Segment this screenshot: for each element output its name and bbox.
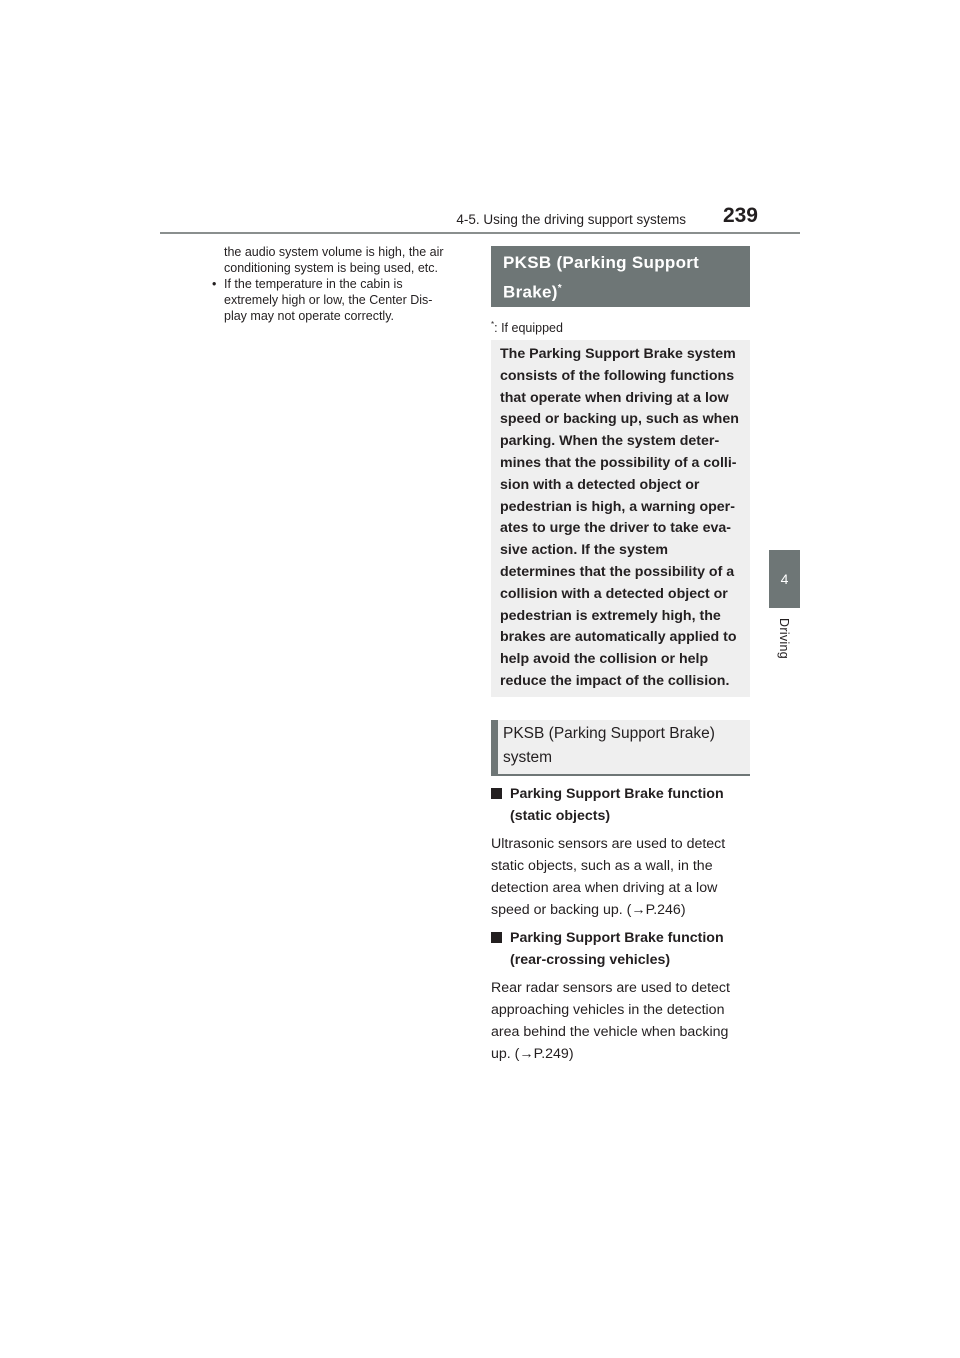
intro-line: collision with a detected object or xyxy=(500,585,728,602)
intro-line: parking. When the system deter- xyxy=(500,433,720,450)
title-line-2 xyxy=(503,276,738,306)
intro-line: mines that the possibility of a colli- xyxy=(500,454,737,471)
title-line-2-text: Brake) xyxy=(503,282,558,302)
feature-body-line: Ultrasonic sensors are used to detect xyxy=(491,836,726,852)
square-bullet-icon xyxy=(491,788,502,799)
note-bullet: • If the temperature in the cabin is xyxy=(212,276,472,292)
feature-body-line: up. (→P.249) xyxy=(491,1046,574,1062)
intro-box xyxy=(491,340,750,697)
feature-static-objects xyxy=(491,783,750,921)
feature-body-line: area behind the vehicle when backing xyxy=(491,1024,729,1040)
intro-line: sive action. If the system xyxy=(500,542,668,559)
intro-line: help avoid the collision or help xyxy=(500,651,709,668)
intro-line: ates to urge the driver to take eva- xyxy=(500,520,732,537)
subheading-box xyxy=(491,720,750,776)
feature-body-line: speed or backing up. (→P.246) xyxy=(491,902,686,918)
feature-heading-line-1: Parking Support Brake function xyxy=(510,786,724,802)
feature-body-line: static objects, such as a wall, in the xyxy=(491,858,713,874)
intro-line: pedestrian is extremely high, the xyxy=(500,607,721,624)
page-header xyxy=(160,204,800,234)
feature-rear-crossing-vehicles xyxy=(491,927,750,1065)
left-column-notes xyxy=(212,244,472,324)
chapter-number: 4 xyxy=(780,571,789,587)
note-line: the audio system volume is high, the air xyxy=(224,245,444,259)
feature-body-line: detection area when driving at a low xyxy=(491,880,718,896)
note-line: extremely high or low, the Center Dis- xyxy=(224,293,433,307)
feature-body xyxy=(491,977,750,1065)
title-asterisk: * xyxy=(557,283,562,294)
chapter-label xyxy=(771,618,799,678)
feature-heading-line-1: Parking Support Brake function xyxy=(510,930,724,946)
intro-line: reduce the impact of the collision. xyxy=(500,672,730,689)
section-title-box xyxy=(491,246,750,307)
intro-line: that operate when driving at a low xyxy=(500,389,729,406)
feature-body-line: Rear radar sensors are used to detect xyxy=(491,980,730,996)
footnote-asterisk: * xyxy=(491,320,495,329)
header-divider xyxy=(160,232,800,234)
feature-heading-line-2: (static objects) xyxy=(510,808,611,824)
chapter-tab xyxy=(769,550,800,608)
feature-body xyxy=(491,833,750,921)
feature-heading xyxy=(491,927,750,971)
intro-line: sion with a detected object or xyxy=(500,476,700,493)
page-number: 239 xyxy=(722,204,758,227)
feature-body-line: approaching vehicles in the detection xyxy=(491,1002,725,1018)
section-title: 4-5. Using the driving support systems xyxy=(456,212,686,227)
intro-line: pedestrian is high, a warning oper- xyxy=(500,498,735,515)
footnote xyxy=(491,320,563,335)
intro-line: speed or backing up, such as when xyxy=(500,411,739,428)
note-line: conditioning system is being used, etc. xyxy=(224,261,439,275)
intro-line: determines that the possibility of a xyxy=(500,563,735,580)
feature-heading xyxy=(491,783,750,827)
intro-line: The Parking Support Brake system xyxy=(500,346,736,362)
feature-heading-line-2: (rear-crossing vehicles) xyxy=(510,952,671,968)
intro-line: consists of the following functions xyxy=(500,367,735,384)
note-line: play may not operate correctly. xyxy=(224,309,394,323)
subheading-line-1: PKSB (Parking Support Brake) xyxy=(503,725,715,742)
square-bullet-icon xyxy=(491,932,502,943)
title-line-1: PKSB (Parking Support xyxy=(503,253,700,272)
footnote-text: : If equipped xyxy=(494,321,563,336)
chapter-label-text: Driving xyxy=(777,618,791,659)
intro-line: brakes are automatically applied to xyxy=(500,629,737,646)
subheading-line-2: system xyxy=(503,749,553,766)
